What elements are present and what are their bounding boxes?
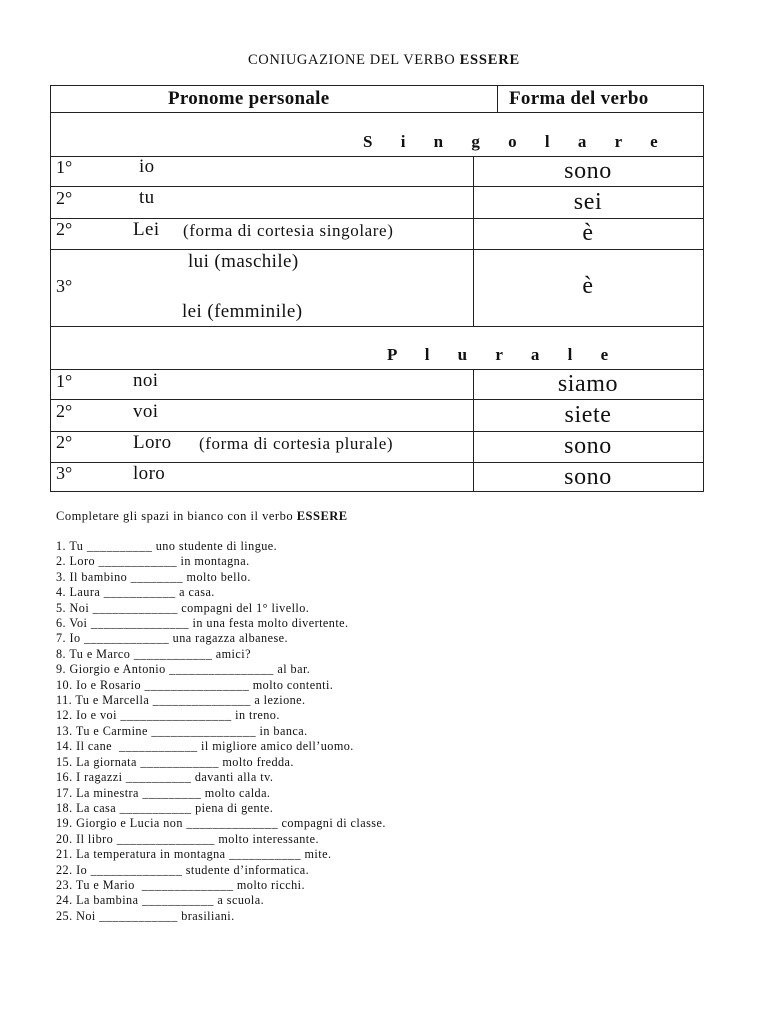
section-plural: P l u r a l e xyxy=(387,345,621,364)
verb-form: sono xyxy=(564,464,612,490)
instructions-prefix: Completare gli spazi in bianco con il verbo xyxy=(56,509,297,523)
exercise-item: 25. Noi ____________ brasiliani. xyxy=(56,908,235,923)
exercise-item: 9. Giorgio e Antonio ________________ al bar. xyxy=(56,662,311,677)
exercise-item: 19. Giorgio e Lucia non ______________ compagni di classe. xyxy=(56,816,386,831)
row-person: 3° xyxy=(56,276,73,296)
exercise-item: 3. Il bambino ________ molto bello. xyxy=(56,569,251,584)
exercise-item: 11. Tu e Marcella _______________ a lezione. xyxy=(56,693,306,708)
exercise-item: 17. La minestra _________ molto calda. xyxy=(56,785,271,800)
exercise-instructions xyxy=(56,509,348,524)
verb-form: siete xyxy=(564,402,612,428)
row-note: (forma di cortesia plurale) xyxy=(199,434,394,453)
exercise-item: 4. Laura ___________ a casa. xyxy=(56,585,215,600)
row-person: 2° xyxy=(56,188,73,208)
page-title xyxy=(0,52,768,69)
exercise-item: 20. Il libro _______________ molto interessante. xyxy=(56,831,319,846)
row-person: 2° xyxy=(56,432,73,452)
verb-form: sei xyxy=(573,189,603,215)
exercise-item: 21. La temperatura in montagna ___________ mite. xyxy=(56,847,332,862)
verb-form: è xyxy=(582,220,594,246)
title-verb: ESSERE xyxy=(459,52,520,68)
exercise-item: 22. Io ______________ studente d’informatica. xyxy=(56,862,310,877)
exercise-item: 1. Tu __________ uno studente di lingue. xyxy=(56,539,278,553)
row-note: (forma di cortesia singolare) xyxy=(183,221,394,240)
row-person: 3° xyxy=(56,463,73,483)
exercise-item: 15. La giornata ____________ molto fredda. xyxy=(56,754,294,769)
exercise-item: 14. Il cane ____________ il migliore amico dell’uomo. xyxy=(56,739,354,754)
exercise-list xyxy=(56,539,386,924)
row-pronoun-feminine: lei (femminile) xyxy=(182,301,303,322)
exercise-item: 10. Io e Rosario ________________ molto contenti. xyxy=(56,677,334,692)
row-pronoun-masculine: lui (maschile) xyxy=(188,251,299,272)
exercise-item: 8. Tu e Marco ____________ amici? xyxy=(56,646,251,661)
exercise-item: 5. Noi _____________ compagni del 1° livello. xyxy=(56,600,310,615)
exercise-item: 7. Io _____________ una ragazza albanese. xyxy=(56,631,288,646)
exercise-item: 23. Tu e Mario ______________ molto ricchi. xyxy=(56,877,305,892)
header-verb-form: Forma del verbo xyxy=(509,88,649,109)
verb-form: è xyxy=(582,273,594,299)
row-pronoun: voi xyxy=(133,401,159,422)
exercise-item: 16. I ragazzi __________ davanti alla tv. xyxy=(56,770,274,785)
row-person: 2° xyxy=(56,401,73,421)
exercise-item: 24. La bambina ___________ a scuola. xyxy=(56,893,265,908)
section-singular: S i n g o l a r e xyxy=(363,132,670,151)
verb-form: sono xyxy=(564,158,612,184)
conjugation-table xyxy=(50,85,704,492)
row-person: 1° xyxy=(56,157,73,177)
row-pronoun: tu xyxy=(139,187,155,208)
exercise-item: 12. Io e voi _________________ in treno. xyxy=(56,708,280,723)
exercise-item: 2. Loro ____________ in montagna. xyxy=(56,554,250,569)
row-person: 2° xyxy=(56,219,73,239)
exercise-item: 13. Tu e Carmine ________________ in banca. xyxy=(56,723,308,738)
exercise-item: 6. Voi _______________ in una festa molto divertente. xyxy=(56,616,349,631)
row-pronoun: noi xyxy=(133,370,159,391)
header-pronoun: Pronome personale xyxy=(168,88,330,109)
title-prefix: CONIUGAZIONE DEL VERBO xyxy=(248,52,460,68)
exercise-item: 18. La casa ___________ piena di gente. xyxy=(56,800,274,815)
row-pronoun: io xyxy=(139,156,155,177)
row-pronoun: loro xyxy=(133,463,166,484)
row-pronoun: Loro xyxy=(133,432,172,453)
row-person: 1° xyxy=(56,371,73,391)
verb-form: siamo xyxy=(557,371,619,397)
verb-form: sono xyxy=(564,433,612,459)
row-pronoun: Lei xyxy=(133,219,160,240)
instructions-verb: ESSERE xyxy=(296,509,348,523)
